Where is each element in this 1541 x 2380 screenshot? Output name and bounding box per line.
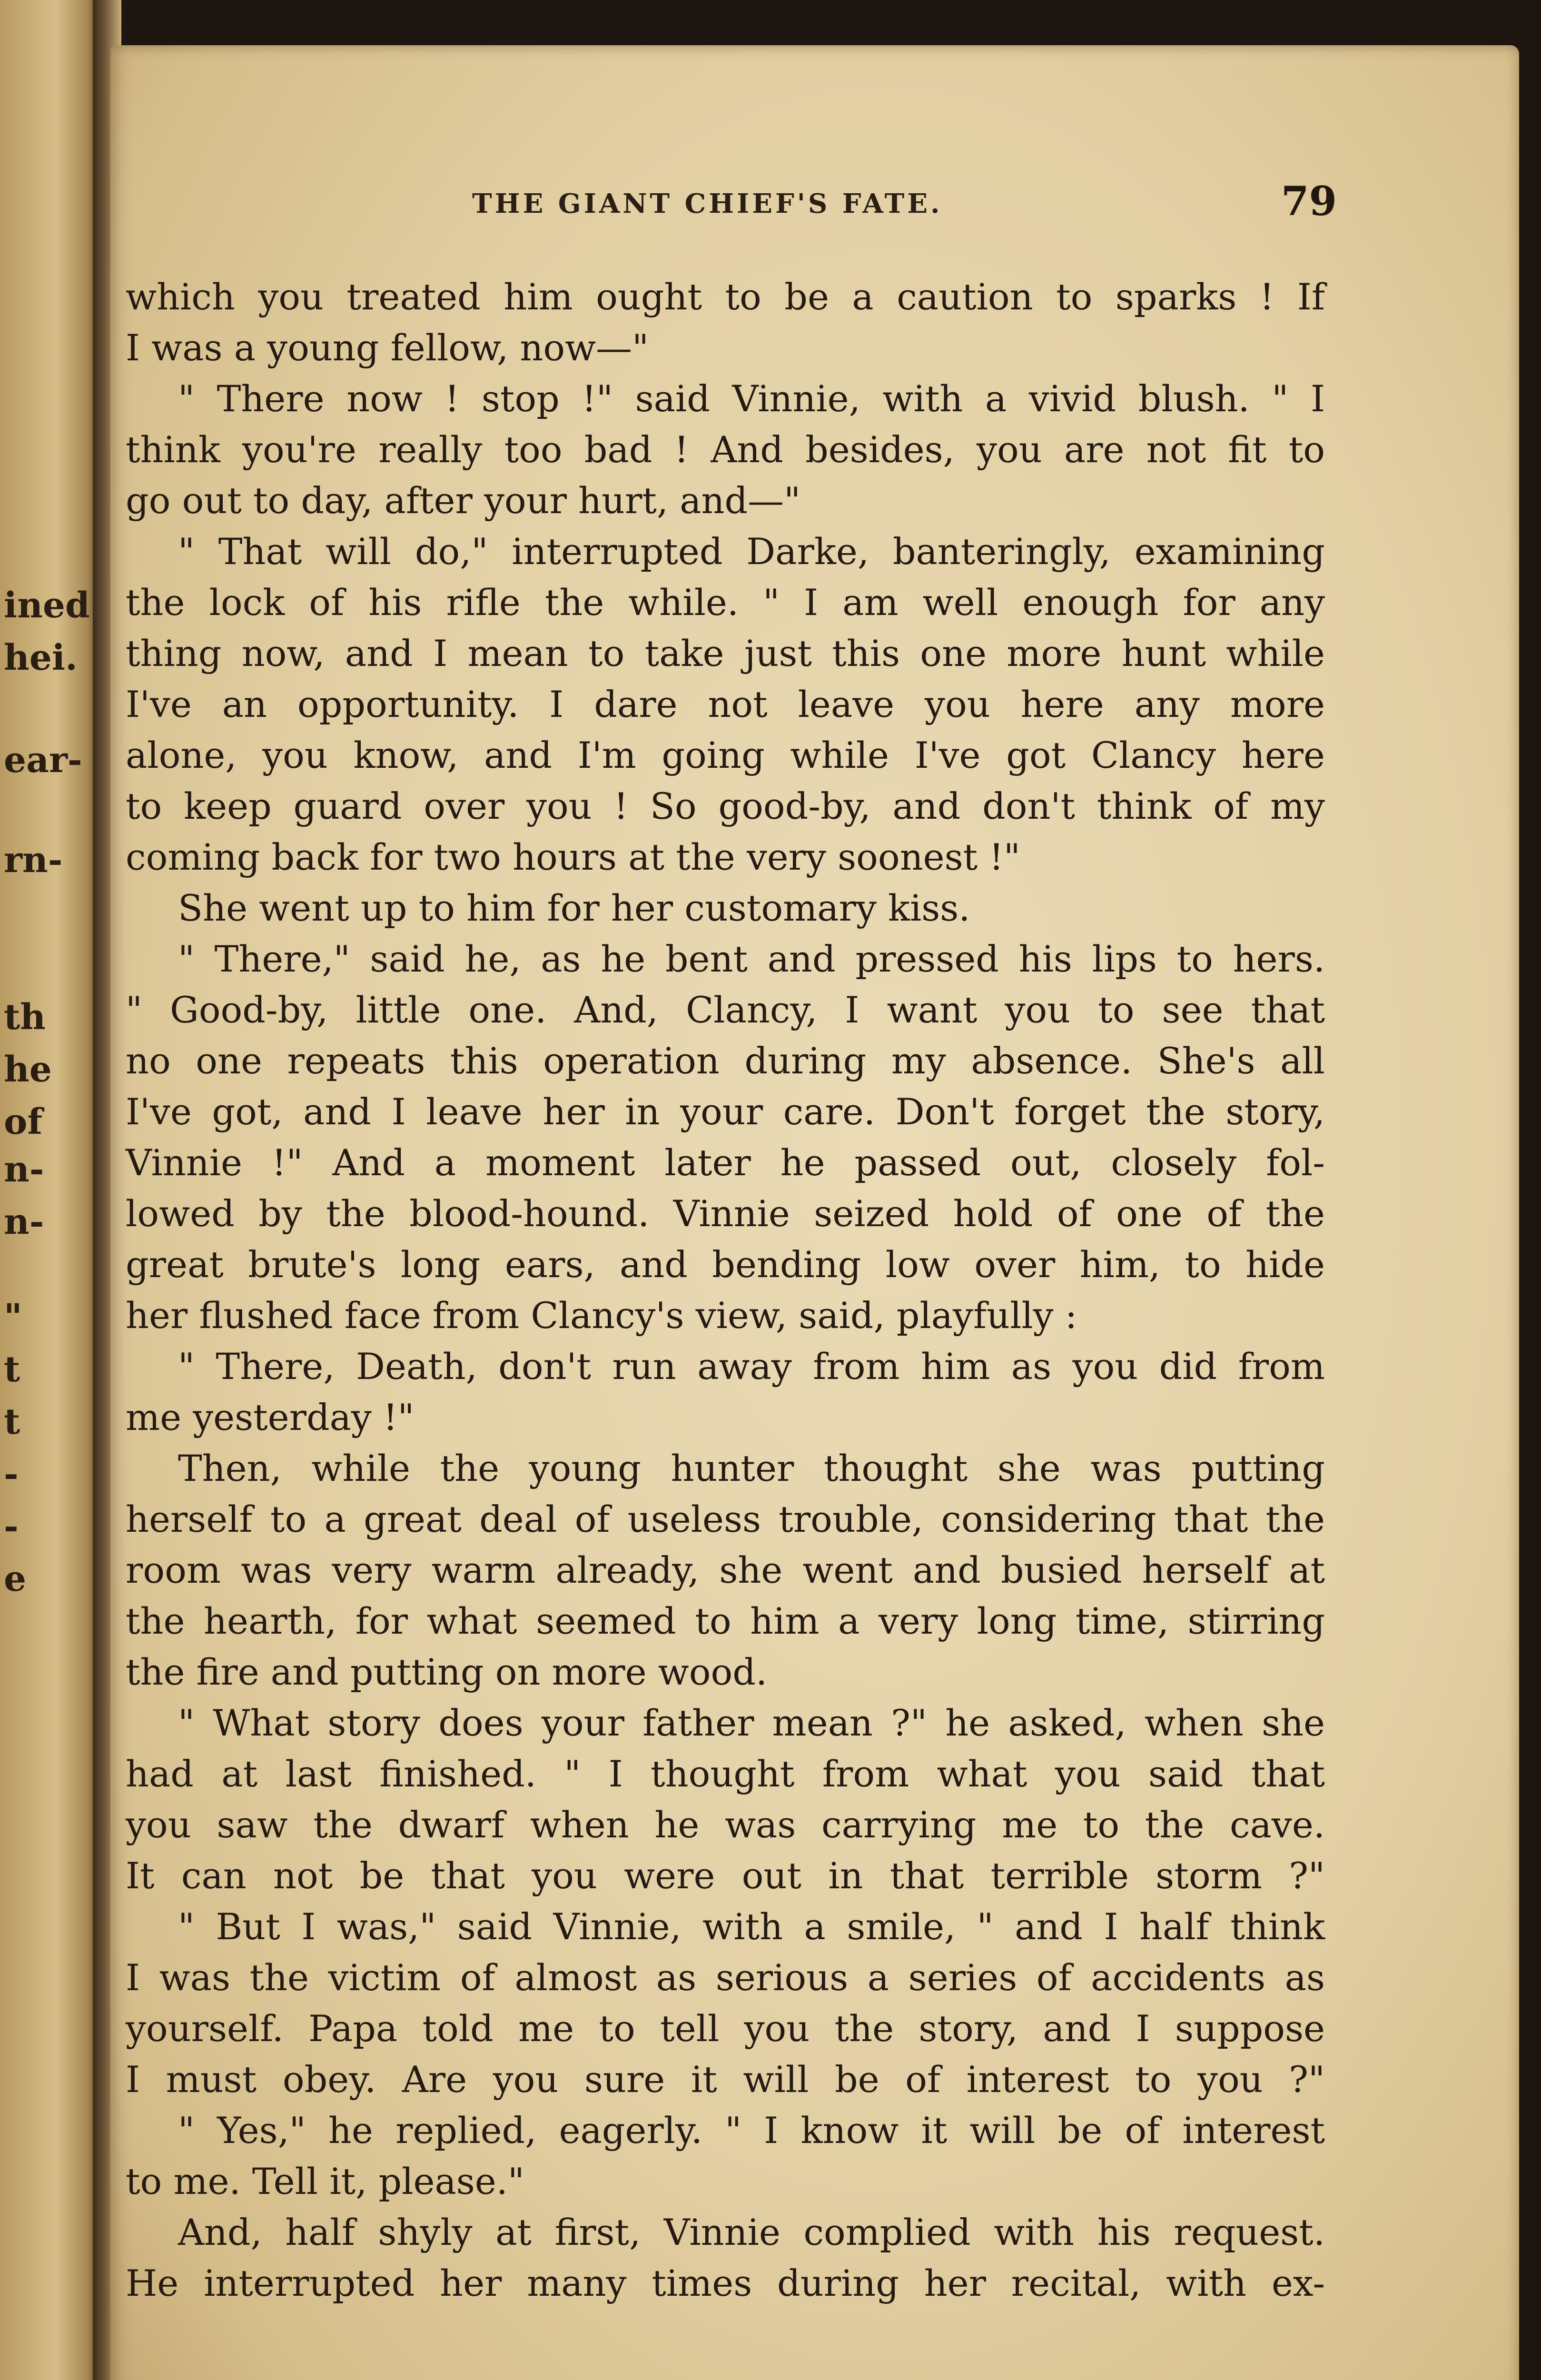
- text-line: great brute's long ears, and bending low over him, to hide: [126, 1243, 1325, 1286]
- text-line: Vinnie !" And a moment later he passed out, closely fol-: [126, 1141, 1325, 1184]
- text-line: thing now, and I mean to take just this one more hunt while: [126, 632, 1325, 674]
- text-line: And, half shyly at first, Vinnie complied with his request.: [178, 2211, 1325, 2253]
- facing-page-fragment: of: [4, 1101, 43, 1142]
- text-line: I was a young fellow, now—": [126, 327, 649, 369]
- running-head: THE GIANT CHIEF'S FATE.: [472, 188, 943, 219]
- facing-page-fragment: th: [4, 997, 46, 1038]
- page-number: 79: [1281, 178, 1337, 225]
- text-line: " But I was," said Vinnie, with a smile, " and I half think: [178, 1905, 1325, 1948]
- facing-page-fragment: e: [4, 1558, 27, 1599]
- facing-page-fragment: -: [4, 1454, 19, 1495]
- text-line: Then, while the young hunter thought she was putting: [178, 1447, 1325, 1489]
- text-line: " Good-by, little one. And, Clancy, I want you to see that: [126, 989, 1325, 1031]
- text-line: the lock of his rifle the while. " I am well enough for any: [126, 581, 1325, 624]
- text-line: no one repeats this operation during my absence. She's all: [126, 1040, 1325, 1082]
- text-line: you saw the dwarf when he was carrying me to the cave.: [126, 1804, 1325, 1846]
- text-line: to me. Tell it, please.": [126, 2160, 524, 2202]
- text-line: her flushed face from Clancy's view, said, playfully :: [126, 1294, 1077, 1337]
- text-line: the fire and putting on more wood.: [126, 1651, 768, 1693]
- text-line: " That will do," interrupted Darke, banteringly, examining: [178, 530, 1325, 573]
- facing-page-fragment: n-: [4, 1149, 44, 1190]
- text-line: " What story does your father mean ?" he asked, when she: [178, 1702, 1325, 1744]
- facing-page-fragment: he: [4, 1049, 52, 1090]
- facing-page-fragment: rn-: [4, 840, 63, 881]
- text-line: I've got, and I leave her in your care. Don't forget the story,: [126, 1091, 1325, 1133]
- text-line: He interrupted her many times during her recital, with ex-: [126, 2262, 1325, 2304]
- facing-page-fragment: ined: [4, 585, 90, 626]
- text-line: I must obey. Are you sure it will be of interest to you ?": [126, 2058, 1325, 2101]
- text-line: I've an opportunity. I dare not leave you here any more: [126, 683, 1325, 725]
- text-line: had at last finished. " I thought from what you said that: [126, 1753, 1325, 1795]
- text-line: me yesterday !": [126, 1396, 415, 1438]
- book-page: [110, 45, 1519, 2380]
- text-line: to keep guard over you ! So good-by, and don't think of my: [126, 785, 1325, 827]
- text-line: think you're really too bad ! And besides, you are not fit to: [126, 428, 1325, 471]
- text-line: room was very warm already, she went and busied herself at: [126, 1549, 1325, 1591]
- text-line: " There," said he, as he bent and pressed his lips to hers.: [178, 938, 1325, 980]
- facing-page-edge: [0, 0, 102, 2380]
- text-line: which you treated him ought to be a caution to sparks ! If: [126, 276, 1325, 318]
- text-line: lowed by the blood-hound. Vinnie seized hold of one of the: [126, 1192, 1325, 1235]
- text-line: the hearth, for what seemed to him a very long time, stirring: [126, 1600, 1325, 1642]
- facing-page-fragment: hei.: [4, 637, 78, 678]
- facing-page-fragment: t: [4, 1401, 20, 1442]
- text-line: " There now ! stop !" said Vinnie, with a vivid blush. " I: [178, 377, 1325, 420]
- text-line: She went up to him for her customary kiss.: [178, 887, 970, 929]
- text-line: herself to a great deal of useless trouble, considering that the: [126, 1498, 1325, 1540]
- text-line: yourself. Papa told me to tell you the story, and I suppose: [126, 2007, 1325, 2050]
- text-line: It can not be that you were out in that terrible storm ?": [126, 1854, 1325, 1897]
- text-line: " There, Death, don't run away from him as you did from: [178, 1345, 1325, 1388]
- facing-page-fragment: ": [4, 1297, 22, 1338]
- facing-page-fragment: t: [4, 1349, 20, 1390]
- text-line: alone, you know, and I'm going while I've got Clancy here: [126, 734, 1325, 776]
- text-line: go out to day, after your hurt, and—": [126, 479, 801, 522]
- text-line: " Yes," he replied, eagerly. " I know it will be of interest: [178, 2109, 1325, 2152]
- facing-page-fragment: ear-: [4, 740, 82, 781]
- facing-page-fragment: -: [4, 1506, 19, 1547]
- text-line: coming back for two hours at the very soonest !": [126, 836, 1020, 878]
- body-text: [126, 271, 1325, 2309]
- facing-page-fragment: n-: [4, 1201, 44, 1242]
- text-line: I was the victim of almost as serious a series of accidents as: [126, 1956, 1325, 1999]
